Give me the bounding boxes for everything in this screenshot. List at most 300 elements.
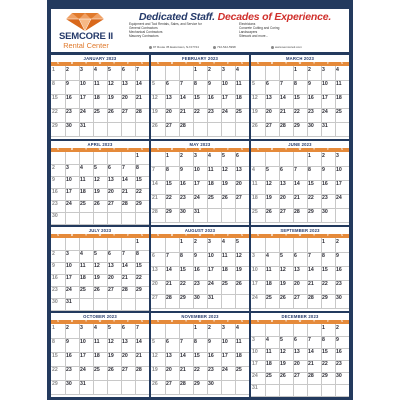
day-cell: [193, 94, 207, 108]
day-cell: [293, 294, 307, 308]
day-number: 30: [336, 373, 342, 379]
day-number: 4: [252, 167, 255, 173]
day-cell: [107, 338, 121, 352]
day-cell: [121, 262, 135, 274]
day-cell: [179, 366, 193, 380]
day-cell: [221, 280, 235, 294]
day-number: 8: [136, 251, 139, 257]
day-cell: [93, 66, 107, 80]
day-number: 13: [266, 95, 272, 101]
day-cell: [265, 360, 279, 372]
ad-copy: [121, 9, 349, 52]
day-number: 13: [280, 181, 286, 187]
day-number: 8: [322, 337, 325, 343]
day-number: 21: [122, 275, 128, 281]
day-cell: [51, 66, 65, 80]
day-cell: [221, 366, 235, 380]
day-cell: [51, 188, 65, 200]
day-number: 28: [294, 209, 300, 215]
day-number: 12: [222, 167, 228, 173]
wall-calendar-poster: [47, 0, 353, 400]
day-number: 8: [194, 81, 197, 87]
day-number: 1: [52, 325, 55, 331]
day-cell: [121, 250, 135, 262]
day-number: 11: [266, 267, 272, 273]
month-name: JUNE 2023: [288, 142, 312, 147]
day-cell: [51, 122, 65, 136]
day-number: 24: [80, 109, 86, 115]
weekday-label: F: [327, 62, 329, 65]
day-number: 23: [336, 361, 342, 367]
day-number: 9: [308, 81, 311, 87]
day-cell: [151, 294, 165, 308]
day-number: 6: [280, 167, 283, 173]
day-cell: [293, 80, 307, 94]
contact-web: [271, 45, 302, 49]
day-number: 27: [294, 373, 300, 379]
day-number: 8: [52, 81, 55, 87]
day-number: 20: [166, 367, 172, 373]
day-cell: [307, 294, 321, 308]
weekday-label: M: [170, 320, 174, 323]
day-cell: [293, 360, 307, 372]
day-number: 24: [208, 281, 214, 287]
day-number: 26: [108, 109, 114, 115]
day-cell: [193, 238, 207, 252]
day-cell: [235, 166, 249, 180]
day-number: 19: [152, 109, 158, 115]
contact-address: [149, 45, 199, 49]
day-cell: [79, 200, 93, 212]
day-number: 23: [66, 367, 72, 373]
grid-line: [51, 310, 149, 311]
day-cell: [221, 266, 235, 280]
day-number: 29: [52, 381, 58, 387]
day-cell: [279, 348, 293, 360]
day-number: 1: [166, 153, 169, 159]
day-number: 22: [52, 109, 58, 115]
day-cell: [265, 80, 279, 94]
day-number: 17: [222, 353, 228, 359]
day-cell: [51, 164, 65, 176]
day-number: 25: [266, 295, 272, 301]
day-number: 18: [336, 95, 342, 101]
day-cell: [79, 122, 93, 136]
day-cell: [79, 176, 93, 188]
day-number: 4: [94, 325, 97, 331]
day-cell: [279, 166, 293, 180]
day-cell: [207, 80, 221, 94]
day-number: 20: [280, 195, 286, 201]
day-cell: [251, 166, 265, 180]
day-cell: [51, 380, 65, 394]
day-number: 1: [294, 67, 297, 73]
day-cell: [321, 180, 335, 194]
day-number: 9: [52, 177, 55, 183]
weekday-label: W: [298, 62, 302, 65]
day-cell: [293, 336, 307, 348]
day-cell: [251, 180, 265, 194]
weekday-label: F: [327, 234, 329, 237]
day-number: 3: [66, 251, 69, 257]
day-cell: [251, 384, 265, 396]
day-cell: [135, 250, 149, 262]
day-cell: [151, 338, 165, 352]
day-number: 9: [208, 339, 211, 345]
day-cell: [151, 266, 165, 280]
services-right: [239, 22, 279, 38]
day-number: 10: [222, 339, 228, 345]
day-cell: [221, 108, 235, 122]
day-cell: [121, 324, 135, 338]
day-number: 25: [266, 373, 272, 379]
day-number: 1: [194, 325, 197, 331]
day-number: 28: [122, 287, 128, 293]
headline-part-b: Decades of Experience.: [217, 11, 332, 23]
day-cell: [65, 250, 79, 262]
day-cell: [193, 324, 207, 338]
day-number: 2: [52, 251, 55, 257]
day-cell: [151, 166, 165, 180]
day-number: 15: [52, 353, 58, 359]
day-number: 26: [236, 281, 242, 287]
day-number: 22: [322, 281, 328, 287]
day-cell: [307, 166, 321, 180]
day-cell: [121, 164, 135, 176]
month-name: OCTOBER 2023: [83, 314, 117, 319]
day-cell: [335, 180, 349, 194]
day-number: 13: [108, 177, 114, 183]
day-number: 6: [294, 253, 297, 259]
day-number: 28: [122, 201, 128, 207]
day-number: 24: [222, 109, 228, 115]
day-cell: [179, 108, 193, 122]
day-number: 12: [108, 81, 114, 87]
day-cell: [51, 94, 65, 108]
day-cell: [279, 122, 293, 136]
weekday-label: W: [98, 148, 102, 151]
day-cell: [165, 338, 179, 352]
weekday-label: T: [113, 234, 115, 237]
day-cell: [321, 294, 335, 308]
day-cell: [51, 338, 65, 352]
day-cell: [279, 194, 293, 208]
day-number: 17: [252, 281, 258, 287]
day-cell: [93, 338, 107, 352]
day-cell: [107, 164, 121, 176]
day-cell: [265, 266, 279, 280]
grid-line: [251, 222, 349, 223]
day-cell: [65, 176, 79, 188]
day-cell: [235, 94, 249, 108]
day-number: 18: [266, 361, 272, 367]
day-number: 21: [308, 281, 314, 287]
day-number: 30: [208, 381, 214, 387]
day-cell: [151, 280, 165, 294]
weekday-label: T: [313, 148, 315, 151]
day-cell: [207, 252, 221, 266]
day-cell: [65, 274, 79, 286]
day-cell: [135, 176, 149, 188]
day-cell: [179, 280, 193, 294]
weekday-label: T: [113, 320, 115, 323]
day-number: 19: [108, 95, 114, 101]
day-cell: [79, 380, 93, 394]
day-cell: [135, 66, 149, 80]
day-number: 2: [66, 67, 69, 73]
weekday-label: T: [85, 148, 87, 151]
day-number: 27: [294, 295, 300, 301]
day-cell: [207, 180, 221, 194]
day-cell: [293, 280, 307, 294]
month-name: MARCH 2023: [285, 56, 315, 61]
day-number: 12: [152, 353, 158, 359]
day-number: 15: [136, 177, 142, 183]
day-cell: [107, 250, 121, 262]
day-cell: [179, 194, 193, 208]
day-cell: [207, 194, 221, 208]
day-number: 17: [252, 361, 258, 367]
grid-line: [251, 308, 349, 309]
day-cell: [221, 252, 235, 266]
day-cell: [65, 80, 79, 94]
day-number: 15: [322, 349, 328, 355]
day-number: 18: [236, 95, 242, 101]
weekday-label: W: [298, 234, 302, 237]
weekday-label: W: [198, 148, 202, 151]
day-cell: [121, 352, 135, 366]
day-cell: [65, 352, 79, 366]
day-cell: [51, 286, 65, 298]
day-number: 25: [94, 109, 100, 115]
day-cell: [307, 122, 321, 136]
day-number: 29: [294, 123, 300, 129]
day-number: 30: [180, 209, 186, 215]
day-number: 13: [236, 167, 242, 173]
logo-name: SEMCORE II: [59, 31, 113, 42]
day-cell: [279, 372, 293, 384]
day-cell: [135, 80, 149, 94]
day-number: 27: [266, 123, 272, 129]
day-cell: [107, 188, 121, 200]
day-number: 26: [280, 373, 286, 379]
day-cell: [93, 250, 107, 262]
day-cell: [207, 238, 221, 252]
day-cell: [321, 94, 335, 108]
weekday-label: T: [285, 320, 287, 323]
day-cell: [235, 80, 249, 94]
day-cell: [107, 262, 121, 274]
weekday-label: S: [141, 234, 143, 237]
day-number: 24: [80, 367, 86, 373]
day-number: 5: [280, 253, 283, 259]
day-number: 27: [280, 209, 286, 215]
day-number: 20: [294, 281, 300, 287]
day-number: 14: [308, 349, 314, 355]
day-cell: [65, 262, 79, 274]
day-number: 31: [194, 209, 200, 215]
weekday-label: T: [85, 234, 87, 237]
day-number: 19: [266, 195, 272, 201]
month-block: [51, 227, 149, 311]
day-number: 9: [336, 253, 339, 259]
day-cell: [221, 352, 235, 366]
day-number: 11: [222, 253, 228, 259]
day-cell: [279, 294, 293, 308]
day-number: 5: [280, 337, 283, 343]
weekday-label: F: [127, 320, 129, 323]
day-number: 19: [222, 181, 228, 187]
day-number: 29: [136, 201, 142, 207]
day-number: 11: [94, 339, 100, 345]
day-cell: [51, 250, 65, 262]
day-number: 2: [52, 165, 55, 171]
day-cell: [307, 208, 321, 222]
day-cell: [321, 280, 335, 294]
day-number: 21: [294, 195, 300, 201]
day-number: 21: [280, 109, 286, 115]
day-cell: [151, 252, 165, 266]
day-cell: [279, 108, 293, 122]
day-number: 21: [180, 367, 186, 373]
day-cell: [93, 94, 107, 108]
day-cell: [293, 66, 307, 80]
day-number: 21: [136, 95, 142, 101]
day-number: 19: [236, 267, 242, 273]
weekday-label: W: [198, 62, 202, 65]
day-cell: [335, 66, 349, 80]
day-number: 7: [166, 253, 169, 259]
day-cell: [165, 280, 179, 294]
company-logo: [52, 10, 118, 51]
weekday-label: S: [141, 148, 143, 151]
day-cell: [79, 286, 93, 298]
day-number: 3: [322, 67, 325, 73]
day-number: 8: [308, 167, 311, 173]
day-cell: [79, 164, 93, 176]
day-cell: [265, 252, 279, 266]
grid-line: [151, 136, 249, 137]
day-number: 2: [66, 325, 69, 331]
weekday-label: M: [270, 148, 274, 151]
day-cell: [265, 94, 279, 108]
weekday-label: W: [98, 62, 102, 65]
day-cell: [165, 208, 179, 222]
weekday-label: M: [70, 234, 74, 237]
day-number: 24: [194, 195, 200, 201]
day-cell: [251, 122, 265, 136]
day-number: 25: [208, 195, 214, 201]
day-cell: [265, 280, 279, 294]
day-cell: [65, 286, 79, 298]
day-number: 2: [336, 239, 339, 245]
day-cell: [151, 94, 165, 108]
contact-phone: [213, 45, 236, 49]
day-cell: [179, 252, 193, 266]
day-cell: [151, 208, 165, 222]
day-cell: [265, 194, 279, 208]
day-cell: [93, 352, 107, 366]
day-number: 11: [266, 349, 272, 355]
service-line: Equipment and Tool Rentals, Sales, and Service for: [129, 22, 202, 26]
day-cell: [121, 108, 135, 122]
day-cell: [321, 252, 335, 266]
day-cell: [179, 352, 193, 366]
month-name: AUGUST 2023: [184, 228, 216, 233]
day-cell: [121, 176, 135, 188]
day-cell: [265, 348, 279, 360]
day-number: 9: [194, 253, 197, 259]
day-number: 5: [222, 153, 225, 159]
weekday-label: S: [341, 320, 343, 323]
day-number: 4: [94, 67, 97, 73]
month-block: [51, 141, 149, 225]
day-cell: [335, 252, 349, 266]
day-number: 29: [194, 381, 200, 387]
day-cell: [235, 66, 249, 80]
day-cell: [251, 108, 265, 122]
weekday-label: S: [157, 62, 159, 65]
day-cell: [93, 286, 107, 298]
day-cell: [293, 208, 307, 222]
weekday-label: T: [285, 234, 287, 237]
weekday-label: F: [327, 148, 329, 151]
day-number: 30: [194, 295, 200, 301]
day-number: 1: [194, 67, 197, 73]
day-number: 25: [336, 109, 342, 115]
day-cell: [179, 338, 193, 352]
day-number: 15: [294, 95, 300, 101]
day-cell: [165, 180, 179, 194]
day-number: 6: [266, 81, 269, 87]
day-number: 28: [152, 209, 158, 215]
day-cell: [165, 366, 179, 380]
day-number: 6: [122, 67, 125, 73]
weekday-label: F: [227, 148, 229, 151]
month-block: [151, 227, 249, 311]
day-number: 15: [180, 267, 186, 273]
day-number: 22: [194, 367, 200, 373]
day-number: 4: [266, 337, 269, 343]
day-cell: [135, 262, 149, 274]
day-number: 24: [322, 109, 328, 115]
day-cell: [51, 212, 65, 224]
day-cell: [93, 164, 107, 176]
weekday-label: W: [98, 320, 102, 323]
weekday-label: M: [170, 234, 174, 237]
day-number: 14: [152, 181, 158, 187]
day-number: 27: [122, 109, 128, 115]
day-number: 23: [308, 109, 314, 115]
day-cell: [321, 166, 335, 180]
day-cell: [65, 380, 79, 394]
day-number: 5: [94, 251, 97, 257]
day-number: 22: [166, 195, 172, 201]
day-cell: [65, 66, 79, 80]
day-number: 7: [294, 167, 297, 173]
day-number: 6: [108, 165, 111, 171]
weekday-label: S: [341, 234, 343, 237]
day-number: 6: [166, 81, 169, 87]
day-cell: [121, 80, 135, 94]
day-number: 8: [166, 167, 169, 173]
day-cell: [193, 108, 207, 122]
day-number: 21: [166, 281, 172, 287]
day-number: 10: [336, 167, 342, 173]
day-number: 1: [308, 153, 311, 159]
day-number: 24: [66, 287, 72, 293]
day-cell: [79, 338, 93, 352]
